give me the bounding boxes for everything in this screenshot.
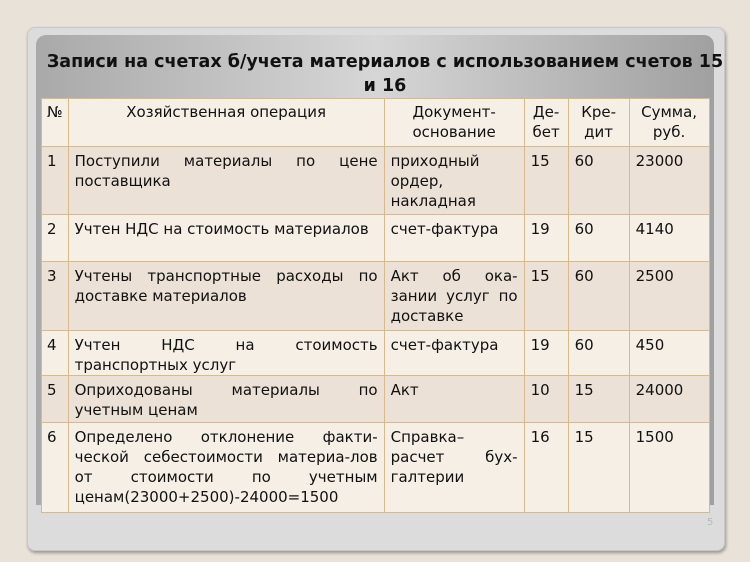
header-operation: Хозяйственная операция [68, 99, 384, 147]
table-row [42, 376, 710, 423]
row-credit: 15 [568, 376, 629, 423]
row-document: Акт [384, 376, 524, 423]
row-sum: 24000 [629, 376, 709, 423]
row-credit: 60 [568, 215, 629, 262]
row-credit: 60 [568, 147, 629, 215]
header-credit: Кре-дит [568, 99, 629, 147]
row-number: 3 [42, 262, 69, 331]
row-document: счет-фактура [384, 331, 524, 376]
row-document: приходный ордер, накладная [384, 147, 524, 215]
table-row [42, 147, 710, 215]
row-debit: 15 [524, 262, 568, 331]
row-number: 2 [42, 215, 69, 262]
row-credit: 60 [568, 331, 629, 376]
row-credit: 60 [568, 262, 629, 331]
row-sum: 23000 [629, 147, 709, 215]
row-debit: 15 [524, 147, 568, 215]
table-row [42, 262, 710, 331]
slide-title: Записи на счетах б/учета материалов с использованием счетов 15 и 16 [46, 52, 724, 96]
header-number: № [42, 99, 69, 147]
row-sum: 4140 [629, 215, 709, 262]
row-number: 4 [42, 331, 69, 376]
row-debit: 10 [524, 376, 568, 423]
row-sum: 2500 [629, 262, 709, 331]
row-operation: Оприходованы материалы по учетным ценам [68, 376, 384, 423]
header-debit: Де-бет [524, 99, 568, 147]
row-operation: Поступили материалы по цене поставщика [68, 147, 384, 215]
row-operation: Учтен НДС на стоимость транспортных услуг [68, 331, 384, 376]
slide-number: 5 [707, 517, 714, 528]
header-sum: Сумма, руб. [629, 99, 709, 147]
row-sum: 1500 [629, 423, 709, 513]
row-credit: 15 [568, 423, 629, 513]
table-header-row [42, 99, 710, 147]
row-document: Акт об ока-зании услуг по доставке [384, 262, 524, 331]
row-operation: Учтен НДС на стоимость материалов [68, 215, 384, 262]
row-operation: Определено отклонение факти-ческой себестоимости материа-лов от стоимости по учетным ценам(23000+2500)-24000=1500 [68, 423, 384, 513]
table-row [42, 215, 710, 262]
accounting-entries-table [41, 98, 710, 513]
table-row [42, 331, 710, 376]
row-number: 1 [42, 147, 69, 215]
row-number: 5 [42, 376, 69, 423]
row-document: Справка–расчет бух-галтерии [384, 423, 524, 513]
row-sum: 450 [629, 331, 709, 376]
row-operation: Учтены транспортные расходы по доставке материалов [68, 262, 384, 331]
row-number: 6 [42, 423, 69, 513]
row-debit: 19 [524, 331, 568, 376]
row-debit: 19 [524, 215, 568, 262]
row-document: счет-фактура [384, 215, 524, 262]
header-document: Документ-основание [384, 99, 524, 147]
table-row [42, 423, 710, 513]
row-debit: 16 [524, 423, 568, 513]
